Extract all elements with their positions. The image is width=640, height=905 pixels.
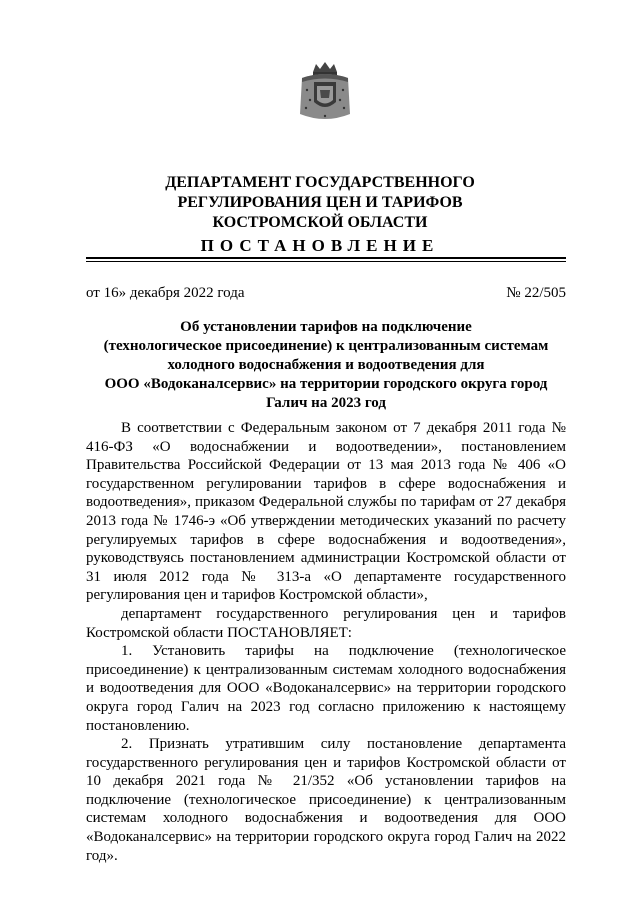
heading-line: холодного водоснабжения и водоотведения для <box>167 357 485 373</box>
heading-line: (технологическое присоединение) к централизованным системам <box>103 338 549 354</box>
document-date: от 16» декабря 2022 года <box>86 285 245 301</box>
department-line: РЕГУЛИРОВАНИЯ ЦЕН И ТАРИФОВ <box>177 194 463 211</box>
resolution-paragraph: департамент государственного регулирования цен и тарифов Костромской области ПОСТАНОВЛЯЕТ: <box>86 605 566 641</box>
department-line: ДЕПАРТАМЕНТ ГОСУДАРСТВЕННОГО <box>165 174 475 191</box>
department-name <box>0 173 640 233</box>
document-heading <box>86 318 566 413</box>
department-line: КОСТРОМСКОЙ ОБЛАСТИ <box>212 214 428 231</box>
heading-line: ООО «Водоканалсервис» на территории городского округа город <box>104 376 548 392</box>
document-body <box>86 419 566 865</box>
clause-1-paragraph: 1. Установить тарифы на подключение (технологическое присоединение) к централизованным системам холодного водоснабжения и водоотведения для ООО «Водоканалсервис» на территории городского округа город Галич на 2023 год согласно приложению к настоящему постановлению. <box>86 643 566 734</box>
document-number: № 22/505 <box>506 285 566 301</box>
header-divider-thin <box>86 261 566 262</box>
coat-of-arms-icon <box>296 60 354 124</box>
preamble-paragraph: В соответствии с Федеральным законом от 7 декабря 2011 года № 416-ФЗ «О водоснабжении и водоотведении», постановлением Правительства Российской Федерации от 13 мая 2013 года № 406 «О государственном регулировании тарифов в сфере водоснабжения и водоотведения», приказом Федеральной службы по тарифам от 27 декабря 2013 года № 1746-э «Об утверждении методических указаний по расчету регулируемых тарифов в сфере водоснабжения и водоотведения», руководствуясь постановлением администрации Костромской области от 31 июля 2012 года № 313-а «О департаменте государственного регулирования цен и тарифов Костромской области», <box>86 420 566 604</box>
document-type: ПОСТАНОВЛЕНИЕ <box>200 236 440 255</box>
clause-2-paragraph: 2. Признать утратившим силу постановление департамента государственного регулирования цен и тарифов Костромской области от 10 декабря 2021 года № 21/352 «Об установлении тарифов на подключение (технологическое присоединение) к централизованным системам холодного водоснабжения и водоотведения для ООО «Водоканалсервис» на территории городского округа город Галич на 2022 год». <box>86 736 566 864</box>
header-divider-thick <box>86 257 566 259</box>
heading-line: Об установлении тарифов на подключение <box>180 319 472 335</box>
heading-line: Галич на 2023 год <box>266 395 386 411</box>
